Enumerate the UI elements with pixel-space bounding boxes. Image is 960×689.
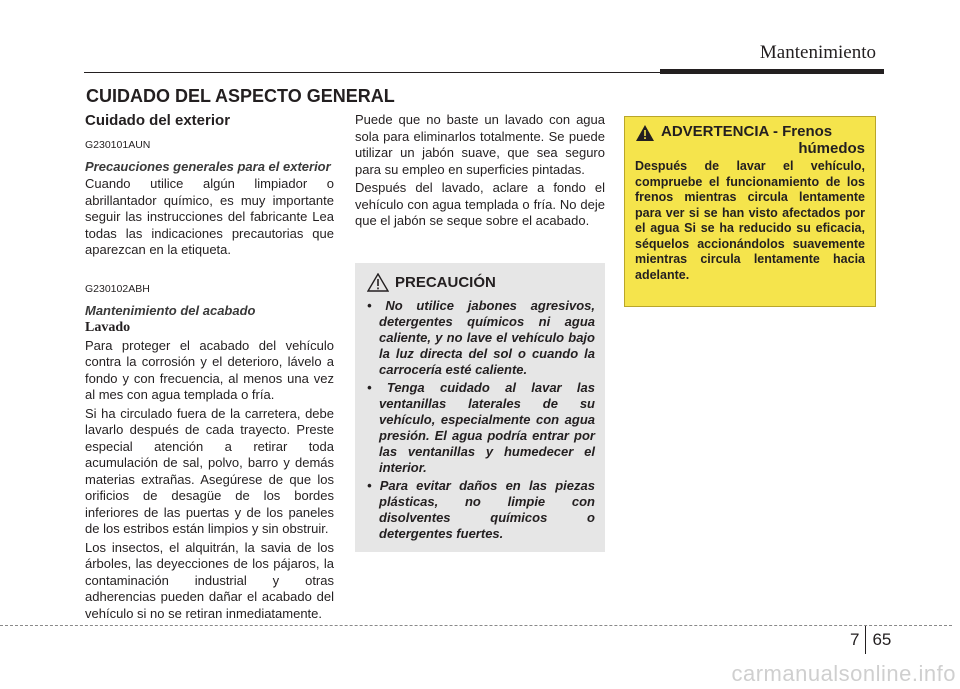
caution-item: • Tenga cuidado al lavar las ventanillas laterales de su vehículo, especialmente con agua presión. El agua podría entrar por las ventanillas y humedecer el interior. (367, 380, 595, 475)
paragraph: Para proteger el acabado del vehículo contra la corrosión y el deterioro, lávelo a fondo y con frecuencia, al menos una vez al mes con agua templada o fría. (85, 337, 334, 402)
warning-box (624, 116, 876, 307)
page-number-divider (865, 626, 866, 654)
column-left (85, 112, 334, 624)
warning-triangle-filled-icon (635, 124, 655, 142)
paragraph: Puede que no baste un lavado con agua sola para eliminarlos totalmente. Se puede utilizar un jabón suave, que sea seguro para su empleo en superficies pintadas. (355, 112, 605, 177)
header-title: Mantenimiento (759, 42, 876, 63)
paragraph: Después del lavado, aclare a fondo el vehículo con agua templada o fría. No deje que el jabón se seque sobre el acabado. (355, 180, 605, 228)
caution-box (355, 263, 605, 552)
paragraph: Si ha circulado fuera de la carretera, debe lavarlo después de cada trayecto. Preste especial atención a retirar toda acumulación de sal, polvo, barro y demás materias extrañas. Asegúrese de que los orificios de desagüe de los bordes inferiores de las puertas y de los paneles de los estribos están limpios y sin obstruir. (85, 405, 334, 536)
paragraph: Cuando utilice algún limpiador o abrillantador químico, es muy importante seguir las instrucciones del fabricante Lea todas las indicaciones precautorias que aparezcan en la etiqueta. (85, 176, 334, 257)
warning-title (635, 123, 865, 157)
caution-title (367, 273, 595, 292)
washing-heading: Lavado (85, 319, 131, 335)
header-rule-accent (660, 69, 884, 74)
italic-subheading: Precauciones generales para el exterior (85, 159, 331, 174)
section-heading: CUIDADO DEL ASPECTO GENERAL (86, 86, 395, 106)
reference-code: G230102ABH (85, 282, 150, 295)
caution-item: • Para evitar daños en las piezas plásticas, no limpie con disolventes químicos o detergentes fuertes. (367, 478, 595, 541)
paragraph: Los insectos, el alquitrán, la savia de los árboles, las deyecciones de los pájaros, la contaminación industrial y otras adherencias pueden dañar el acabado del vehículo si no se retiran inmediatamente. (85, 539, 334, 621)
page-number-value: 65 (872, 630, 892, 649)
warning-body: Después de lavar el vehículo, compruebe el funcionamiento de los frenos mientras circula lentamente para ver si se han visto afectados por el agua Si se ha reducido su eficacia, séquelos accionándolos suavemente mientras circula lentamente hacia adelante. (635, 159, 865, 282)
subheading-exterior-care: Cuidado del exterior (85, 112, 231, 129)
footer-rule (0, 625, 952, 626)
reference-code: G230101AUN (85, 139, 151, 151)
warning-triangle-outline-icon (367, 273, 389, 292)
watermark: carmanualsonline.info (731, 661, 956, 686)
warning-title-line1: ADVERTENCIA - Frenos (661, 123, 833, 140)
caution-item: • No utilice jabones agresivos, detergentes químicos ni agua caliente, y no lave el vehículo bajo la luz directa del sol o cuando la carrocería esté caliente. (367, 298, 595, 377)
page-number (850, 626, 891, 654)
warning-title-line2: húmedos (798, 140, 865, 157)
italic-subheading: Mantenimiento del acabado (85, 302, 256, 318)
column-middle (355, 112, 605, 232)
caution-title-text: PRECAUCIÓN (395, 274, 496, 291)
chapter-number: 7 (850, 630, 860, 649)
caution-list (367, 298, 595, 542)
